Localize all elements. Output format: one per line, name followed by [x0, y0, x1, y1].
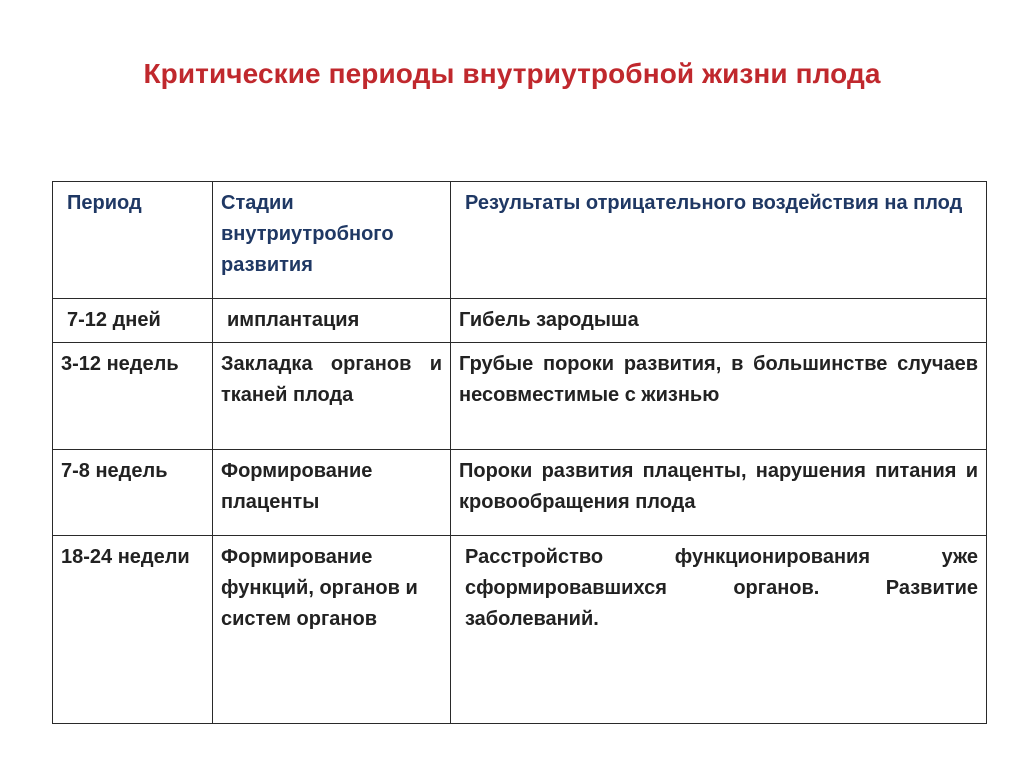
critical-periods-table: [52, 181, 987, 724]
cell-result: Расстройство функционирования уже сформировавшихся органов. Развитие заболеваний.: [451, 536, 987, 724]
header-stages: Стадии внутриутробного развития: [213, 182, 451, 299]
cell-period: 7-8 недель: [53, 450, 213, 536]
cell-period: 3-12 недель: [53, 343, 213, 450]
cell-result: Пороки развития плаценты, нарушения питания и кровообращения плода: [451, 450, 987, 536]
cell-stage: имплантация: [213, 299, 451, 343]
cell-stage: Закладка органов и тканей плода: [213, 343, 451, 450]
table-row: [53, 299, 987, 343]
table-header-row: [53, 182, 987, 299]
slide-title: Критические периоды внутриутробной жизни плода: [143, 58, 881, 89]
cell-stage: Формирование плаценты: [213, 450, 451, 536]
cell-stage: Формирование функций, органов и систем органов: [213, 536, 451, 724]
table-row: [53, 536, 987, 724]
header-results: Результаты отрицательного воздействия на плод: [451, 182, 987, 299]
table-row: [53, 343, 987, 450]
cell-result: Грубые пороки развития, в большинстве случаев несовместимые с жизнью: [451, 343, 987, 450]
header-period: Период: [53, 182, 213, 299]
table-row: [53, 450, 987, 536]
cell-period: 18-24 недели: [53, 536, 213, 724]
cell-period: 7-12 дней: [53, 299, 213, 343]
cell-result: Гибель зародыша: [451, 299, 987, 343]
